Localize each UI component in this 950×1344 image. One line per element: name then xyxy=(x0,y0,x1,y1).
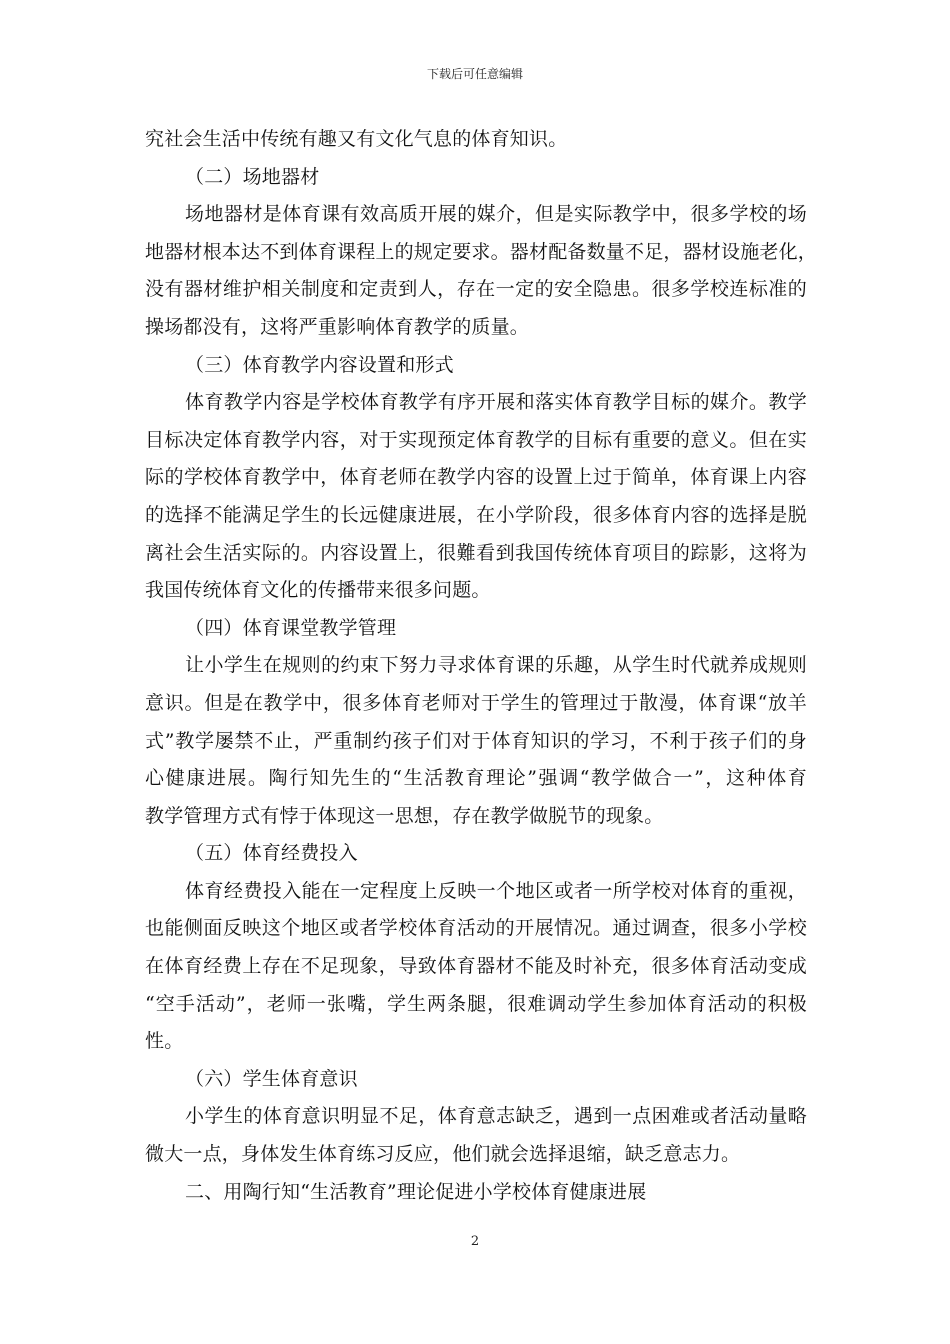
paragraph-line: 目标决定体育教学内容，对于实现预定体育教学的目标有重要的意义。但在实 xyxy=(145,428,807,451)
paragraph-line: 的选择不能满足学生的长远健康进展，在小学阶段，很多体育内容的选择是脱 xyxy=(145,503,807,526)
paragraph-line: 小学生的体育意识明显不足，体育意志缺乏，遇到一点困难或者活动量略 xyxy=(185,1105,807,1128)
paragraph-line: 际的学校体育教学中，体育老师在教学内容的设置上过于简单，体育课上内容 xyxy=(145,466,807,489)
paragraph-line: 体育教学内容是学校体育教学有序开展和落实体育教学目标的媒介。教学 xyxy=(185,391,807,414)
paragraph-line: 离社会生活实际的。内容设置上，很難看到我国传统体育项目的踪影，这将为 xyxy=(145,541,807,564)
paragraph-line: 我国传统体育文化的传播带来很多问题。 xyxy=(145,579,491,602)
section-heading-funding: （五）体育经费投入 xyxy=(185,842,358,865)
page-header: 下载后可任意编辑 xyxy=(426,67,523,81)
paragraph-line: 场地器材是体育课有效高质开展的媒介，但是实际教学中，很多学校的场 xyxy=(185,203,807,226)
paragraph-line: 操场都没有，这将严重影响体育教学的质量。 xyxy=(145,315,530,338)
paragraph-line: 也能侧面反映这个地区或者学校体育活动的开展情况。通过调查，很多小学校 xyxy=(145,917,807,940)
paragraph-line: 究社会生活中传统有趣又有文化气息的体育知识。 xyxy=(145,128,568,150)
paragraph-line: “空手活动”，老师一张嘴，学生两条腿，很难调动学生参加体育活动的积极 xyxy=(145,992,807,1015)
paragraph-line: 教学管理方式有悖于体现这一思想，存在教学做脱节的现象。 xyxy=(145,804,664,827)
section-heading-venue-equipment: （二）场地器材 xyxy=(185,165,320,188)
chapter-heading: 二、用陶行知“生活教育”理论促进小学校体育健康进展 xyxy=(185,1180,647,1203)
paragraph-line: 体育经费投入能在一定程度上反映一个地区或者一所学校对体育的重视， xyxy=(185,879,807,902)
paragraph-line: 让小学生在规则的约束下努力寻求体育课的乐趣，从学生时代就养成规则 xyxy=(185,654,807,677)
page-number: 2 xyxy=(470,1234,480,1249)
paragraph-line: 在体育经费上存在不足现象，导致体育器材不能及时补充，很多体育活动变成 xyxy=(145,955,807,978)
section-heading-classroom-management: （四）体育课堂教学管理 xyxy=(185,616,397,639)
paragraph-line: 微大一点，身体发生体育练习反应，他们就会选择退缩，缺乏意志力。 xyxy=(145,1143,741,1166)
section-heading-student-awareness: （六）学生体育意识 xyxy=(185,1067,358,1090)
paragraph-line: 式”教学屡禁不止，严重制约孩子们对于体育知识的学习，不利于孩子们的身 xyxy=(145,729,807,752)
paragraph-line: 性。 xyxy=(145,1030,184,1053)
paragraph-line: 意识。但是在教学中，很多体育老师对于学生的管理过于散漫，体育课“放羊 xyxy=(145,691,807,714)
paragraph-line: 没有器材维护相关制度和定责到人，存在一定的安全隐患。很多学校连标准的 xyxy=(145,278,807,301)
paragraph-line: 地器材根本达不到体育课程上的规定要求。器材配备数量不足，器材设施老化， xyxy=(145,240,818,263)
section-heading-teaching-content: （三）体育教学内容设置和形式 xyxy=(185,353,454,376)
document-body xyxy=(145,121,818,1211)
paragraph-line: 心健康进展。陶行知先生的“生活教育理论”强调“教学做合一”，这种体育 xyxy=(145,767,807,790)
